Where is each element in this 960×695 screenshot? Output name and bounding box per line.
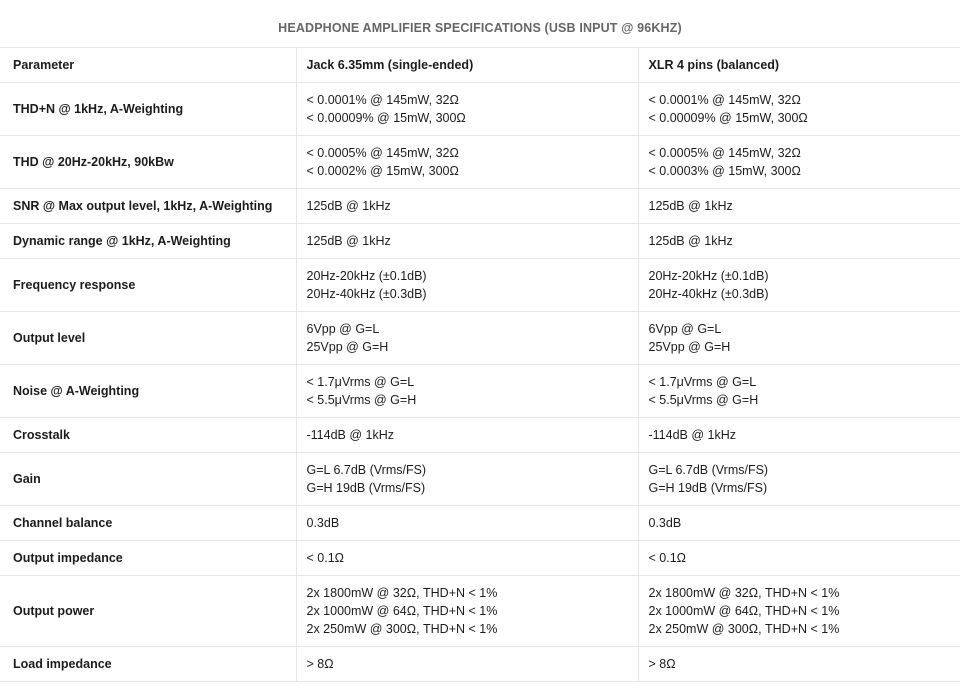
value-line: < 0.1Ω — [306, 551, 344, 565]
jack-value-cell — [296, 418, 638, 453]
table-row — [0, 136, 960, 189]
value-line: 25Vpp @ G=H — [648, 340, 731, 354]
value-line: 0.3dB — [648, 516, 682, 530]
value-line: 6Vpp @ G=L — [648, 322, 722, 336]
jack-value-cell — [296, 224, 638, 259]
value-line: G=L 6.7dB (Vrms/FS) — [648, 463, 769, 477]
jack-value-cell — [296, 506, 638, 541]
value-line: < 1.7μVrms @ G=L — [648, 375, 757, 389]
table-row — [0, 506, 960, 541]
parameter-cell: Dynamic range @ 1kHz, A-Weighting — [0, 224, 296, 259]
xlr-value-cell — [638, 136, 960, 189]
value-line: > 8Ω — [648, 657, 676, 671]
value-line: < 0.00009% @ 15mW, 300Ω — [648, 111, 808, 125]
value-line: G=H 19dB (Vrms/FS) — [648, 481, 768, 495]
value-line: > 8Ω — [306, 657, 334, 671]
table-row — [0, 189, 960, 224]
table-row — [0, 453, 960, 506]
table-row — [0, 312, 960, 365]
value-line: 2x 1000mW @ 64Ω, THD+N < 1% — [306, 604, 498, 618]
parameter-cell: SNR @ Max output level, 1kHz, A-Weighting — [0, 189, 296, 224]
value-line: 6Vpp @ G=L — [306, 322, 380, 336]
value-line: < 0.0005% @ 145mW, 32Ω — [648, 146, 801, 160]
table-row — [0, 259, 960, 312]
value-line: < 0.0002% @ 15mW, 300Ω — [306, 164, 459, 178]
value-line: 0.3dB — [306, 516, 340, 530]
value-line: 2x 1800mW @ 32Ω, THD+N < 1% — [306, 586, 498, 600]
value-line: < 0.00009% @ 15mW, 300Ω — [306, 111, 466, 125]
value-line: 125dB @ 1kHz — [306, 234, 391, 248]
jack-value-cell — [296, 312, 638, 365]
parameter-cell: Frequency response — [0, 259, 296, 312]
parameter-cell: Noise @ A-Weighting — [0, 365, 296, 418]
jack-value-cell — [296, 647, 638, 682]
value-line: 20Hz-20kHz (±0.1dB) — [306, 269, 427, 283]
table-row — [0, 224, 960, 259]
value-line: 125dB @ 1kHz — [648, 234, 733, 248]
value-line: 125dB @ 1kHz — [306, 199, 391, 213]
parameter-cell: Crosstalk — [0, 418, 296, 453]
value-line: 2x 1800mW @ 32Ω, THD+N < 1% — [648, 586, 840, 600]
specifications-table — [0, 47, 960, 682]
value-line: 125dB @ 1kHz — [648, 199, 733, 213]
table-row — [0, 576, 960, 647]
jack-value-cell — [296, 365, 638, 418]
table-header-row — [0, 48, 960, 83]
table-caption: HEADPHONE AMPLIFIER SPECIFICATIONS (USB INPUT @ 96KHZ) — [278, 21, 682, 35]
xlr-value-cell — [638, 453, 960, 506]
parameter-cell: Output power — [0, 576, 296, 647]
value-line: < 0.1Ω — [648, 551, 686, 565]
value-line: -114dB @ 1kHz — [648, 428, 736, 442]
value-line: < 0.0001% @ 145mW, 32Ω — [306, 93, 459, 107]
xlr-value-cell — [638, 189, 960, 224]
parameter-cell: THD @ 20Hz-20kHz, 90kBw — [0, 136, 296, 189]
table-row — [0, 541, 960, 576]
value-line: 2x 1000mW @ 64Ω, THD+N < 1% — [648, 604, 840, 618]
column-header-parameter: Parameter — [0, 48, 296, 83]
value-line: 20Hz-40kHz (±0.3dB) — [306, 287, 427, 301]
parameter-cell: Channel balance — [0, 506, 296, 541]
parameter-cell: Output impedance — [0, 541, 296, 576]
xlr-value-cell — [638, 365, 960, 418]
table-row — [0, 647, 960, 682]
value-line: G=L 6.7dB (Vrms/FS) — [306, 463, 427, 477]
xlr-value-cell — [638, 224, 960, 259]
jack-value-cell — [296, 136, 638, 189]
parameter-cell: Load impedance — [0, 647, 296, 682]
parameter-cell: Gain — [0, 453, 296, 506]
parameter-cell: Output level — [0, 312, 296, 365]
value-line: 20Hz-20kHz (±0.1dB) — [648, 269, 769, 283]
value-line: < 0.0005% @ 145mW, 32Ω — [306, 146, 459, 160]
jack-value-cell — [296, 189, 638, 224]
jack-value-cell — [296, 83, 638, 136]
column-header-jack: Jack 6.35mm (single-ended) — [296, 48, 638, 83]
value-line: -114dB @ 1kHz — [306, 428, 394, 442]
xlr-value-cell — [638, 576, 960, 647]
table-body — [0, 83, 960, 682]
parameter-cell: THD+N @ 1kHz, A-Weighting — [0, 83, 296, 136]
jack-value-cell — [296, 541, 638, 576]
xlr-value-cell — [638, 647, 960, 682]
value-line: < 5.5μVrms @ G=H — [306, 393, 417, 407]
value-line: < 0.0003% @ 15mW, 300Ω — [648, 164, 801, 178]
value-line: < 5.5μVrms @ G=H — [648, 393, 759, 407]
xlr-value-cell — [638, 541, 960, 576]
jack-value-cell — [296, 576, 638, 647]
table-row — [0, 83, 960, 136]
value-line: 2x 250mW @ 300Ω, THD+N < 1% — [648, 622, 840, 636]
table-row — [0, 418, 960, 453]
xlr-value-cell — [638, 83, 960, 136]
value-line: 25Vpp @ G=H — [306, 340, 389, 354]
value-line: G=H 19dB (Vrms/FS) — [306, 481, 426, 495]
xlr-value-cell — [638, 418, 960, 453]
xlr-value-cell — [638, 259, 960, 312]
value-line: < 0.0001% @ 145mW, 32Ω — [648, 93, 801, 107]
jack-value-cell — [296, 453, 638, 506]
table-row — [0, 365, 960, 418]
value-line: 20Hz-40kHz (±0.3dB) — [648, 287, 769, 301]
xlr-value-cell — [638, 312, 960, 365]
value-line: 2x 250mW @ 300Ω, THD+N < 1% — [306, 622, 498, 636]
jack-value-cell — [296, 259, 638, 312]
xlr-value-cell — [638, 506, 960, 541]
column-header-xlr: XLR 4 pins (balanced) — [638, 48, 960, 83]
value-line: < 1.7μVrms @ G=L — [306, 375, 415, 389]
